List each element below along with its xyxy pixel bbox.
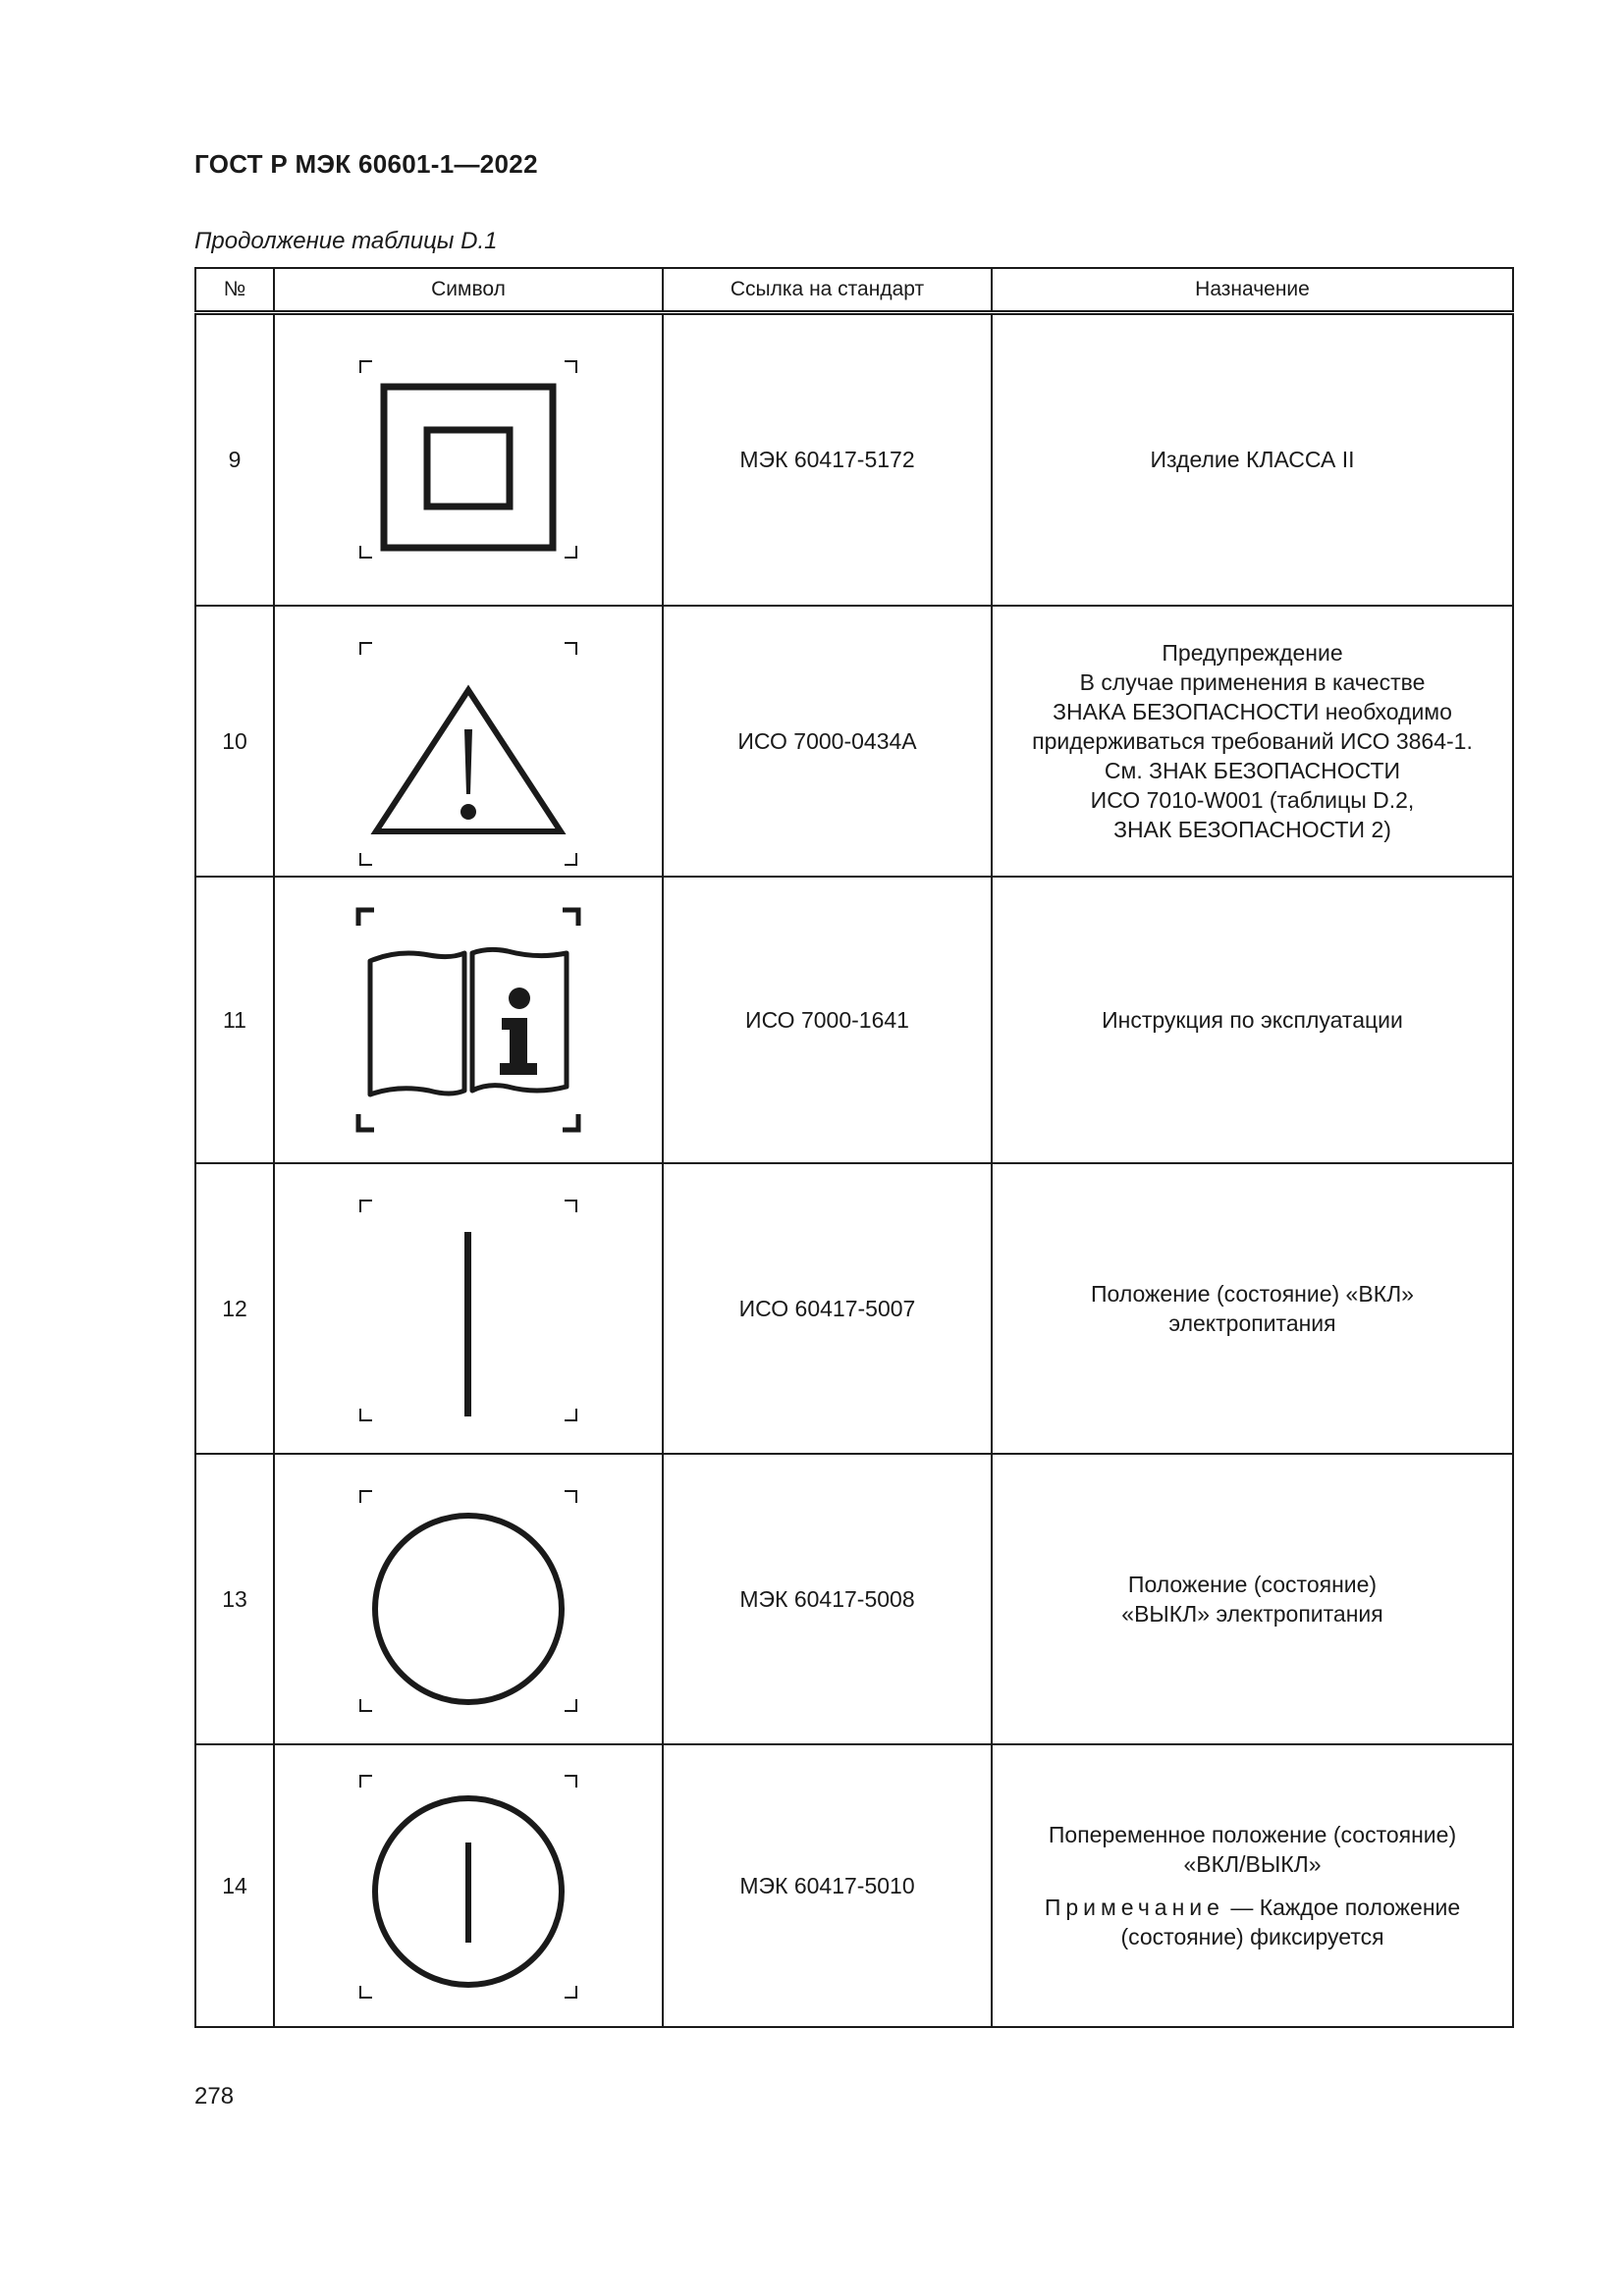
row-reference: МЭК 60417-5172 [663,313,992,606]
row-number: 11 [195,877,274,1163]
purpose-line: Изделие КЛАССА II [1150,447,1355,473]
note-label: Примечание [1044,1894,1224,1920]
warning-triangle-icon [341,614,596,869]
symbol-cell [274,606,663,877]
purpose-line: Положение (состояние) [1127,1571,1378,1597]
row-reference: ИСО 7000-1641 [663,877,992,1163]
symbol-cell [274,877,663,1163]
row-number: 12 [195,1163,274,1454]
symbols-table [194,267,1514,2028]
row-purpose [992,1454,1513,1744]
purpose-line: ЗНАК БЕЗОПАСНОСТИ 2) [1113,816,1391,842]
purpose-line: ИСО 7010-W001 (таблицы D.2, [1090,786,1415,813]
note-text: — Каждое положение [1223,1894,1461,1920]
row-purpose [992,1744,1513,2027]
class-ii-double-square-icon [341,332,596,587]
symbol-cell [274,313,663,606]
header-symbol: Символ [274,268,663,313]
table-row [195,877,1513,1163]
symbol-cell [274,1454,663,1744]
header-reference: Ссылка на стандарт [663,268,992,313]
purpose-line: Положение (состояние) «ВКЛ» [1091,1280,1414,1307]
row-number: 9 [195,313,274,606]
purpose-line: Попеременное положение (состояние) [1048,1821,1457,1847]
push-push-on-off-icon [341,1758,596,2013]
purpose-line: В случае применения в качестве [1079,668,1426,695]
purpose-line: электропитания [1168,1309,1336,1336]
purpose-line: ЗНАКА БЕЗОПАСНОСТИ необходимо [1053,698,1452,724]
table-row [195,1744,1513,2027]
row-reference: ИСО 7000-0434A [663,606,992,877]
symbol-cell [274,1163,663,1454]
table-row [195,313,1513,606]
header-number: № [195,268,274,313]
purpose-line: придерживаться требований ИСО 3864-1. [1032,727,1473,754]
power-off-circle-icon [341,1471,596,1727]
row-purpose [992,1163,1513,1454]
row-number: 10 [195,606,274,877]
row-reference: МЭК 60417-5010 [663,1744,992,2027]
row-purpose [992,877,1513,1163]
table-row [195,1454,1513,1744]
purpose-line: «ВЫКЛ» электропитания [1121,1600,1383,1627]
row-number: 13 [195,1454,274,1744]
symbol-cell [274,1744,663,2027]
document-header: ГОСТ Р МЭК 60601-1—2022 [194,149,538,179]
power-on-line-icon [341,1181,596,1436]
row-purpose [992,313,1513,606]
table-row [195,606,1513,877]
row-reference: ИСО 60417-5007 [663,1163,992,1454]
purpose-line: Инструкция по эксплуатации [1102,1006,1403,1033]
table-header-row [195,268,1513,313]
page-number: 278 [194,2083,235,2109]
purpose-line: См. ЗНАК БЕЗОПАСНОСТИ [1104,757,1401,783]
table-row [195,1163,1513,1454]
row-number: 14 [195,1744,274,2027]
table-caption: Продолжение таблицы D.1 [194,228,498,254]
instruction-manual-book-icon [341,892,596,1148]
purpose-line: Предупреждение [1162,639,1343,666]
header-purpose: Назначение [992,268,1513,313]
row-reference: МЭК 60417-5008 [663,1454,992,1744]
note-line [1006,1893,1498,1922]
row-purpose [992,606,1513,877]
note-text-continued: (состояние) фиксируется [1120,1923,1384,1949]
purpose-line: «ВКЛ/ВЫКЛ» [1183,1850,1322,1877]
